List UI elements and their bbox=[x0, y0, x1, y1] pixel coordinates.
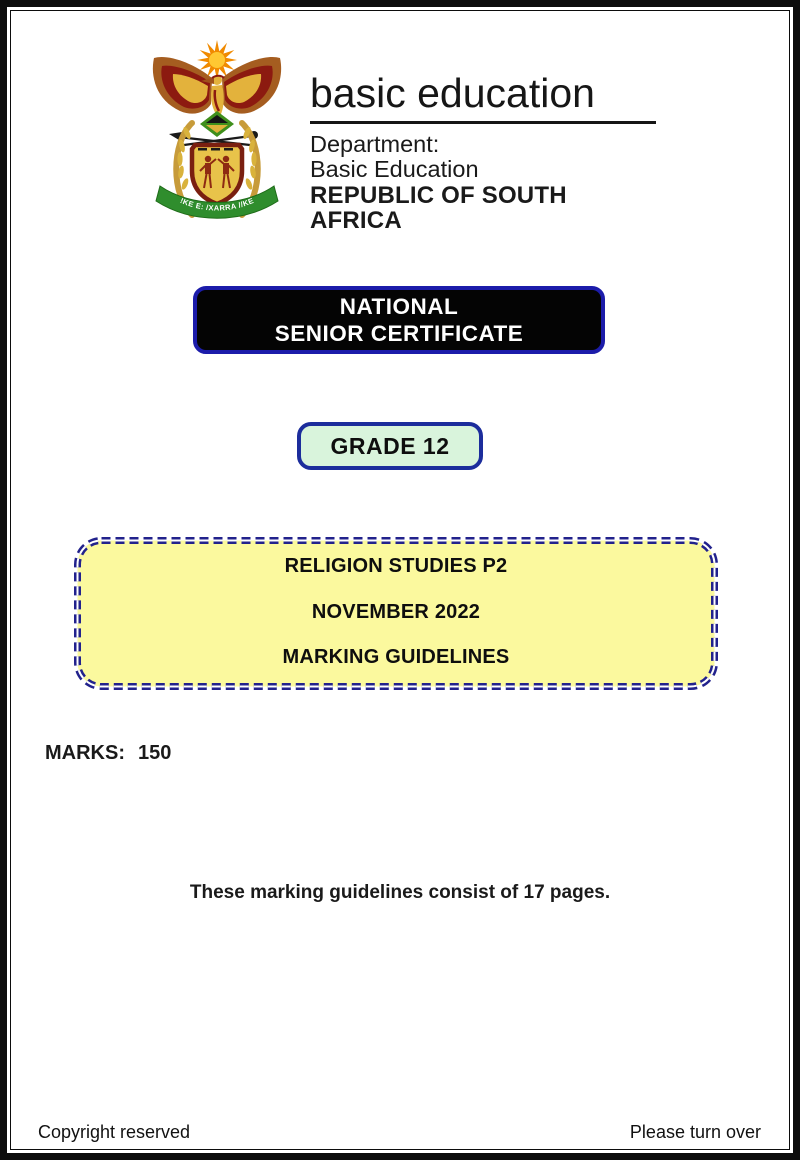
exam-doc-type: MARKING GUIDELINES bbox=[282, 646, 510, 668]
south-africa-coat-of-arms-icon bbox=[142, 38, 292, 238]
copyright-note: Copyright reserved bbox=[38, 1122, 191, 1142]
department-name: Basic Education bbox=[310, 156, 479, 183]
exam-title-box bbox=[73, 536, 719, 691]
exam-date: NOVEMBER 2022 bbox=[311, 600, 481, 623]
diamond-icon bbox=[200, 111, 234, 137]
shield-icon bbox=[192, 145, 242, 204]
certificate-line2: SENIOR CERTIFICATE bbox=[274, 321, 524, 346]
turn-over-note: Please turn over bbox=[629, 1122, 761, 1142]
grade-label: GRADE 12 bbox=[330, 432, 450, 459]
wordmark-rule bbox=[310, 121, 656, 124]
motto-text: !KE E: /XARRA //KE bbox=[178, 196, 256, 213]
marks-value: 150 bbox=[138, 742, 172, 764]
page-count-note: These marking guidelines consist of 17 pages. bbox=[189, 882, 611, 903]
grade-badge bbox=[297, 422, 483, 470]
certificate-line1: NATIONAL bbox=[339, 294, 459, 319]
department-brand-block bbox=[310, 72, 660, 234]
certificate-banner bbox=[193, 286, 605, 354]
wordmark: basic education bbox=[310, 70, 595, 116]
page-footer bbox=[38, 1122, 761, 1143]
marks-label: MARKS: bbox=[45, 742, 125, 764]
marks-line bbox=[45, 742, 171, 765]
exam-subject: RELIGION STUDIES P2 bbox=[284, 555, 508, 577]
department-label: Department: bbox=[310, 130, 440, 157]
country-name: REPUBLIC OF SOUTH AFRICA bbox=[310, 181, 567, 235]
